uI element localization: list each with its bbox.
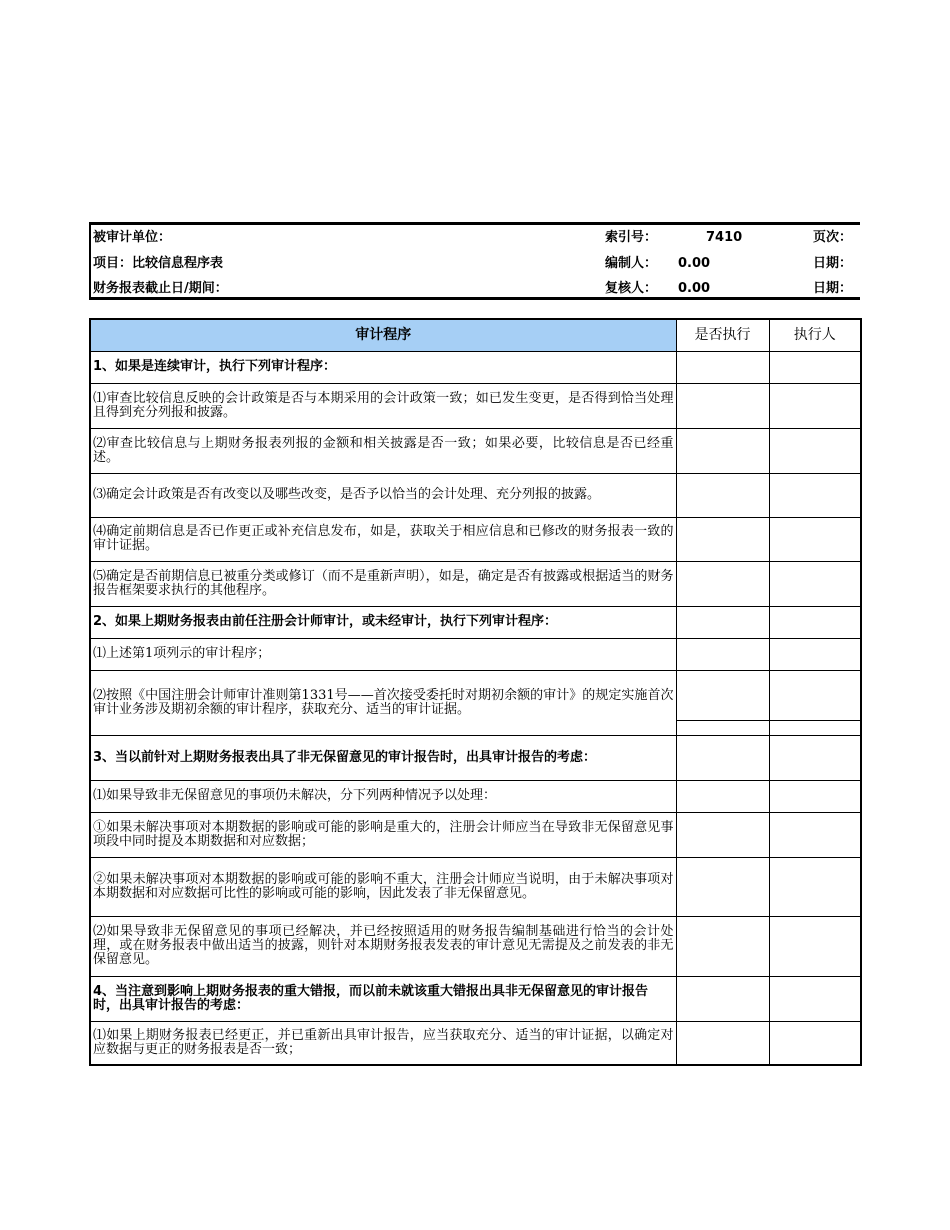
executor-cell[interactable]: [769, 638, 861, 670]
index-value: 7410: [706, 230, 743, 245]
executed-cell[interactable]: [676, 976, 769, 1021]
procedure-text: ⑴如果上期财务报表已经更正，并已重新出具审计报告，应当获取充分、适当的审计证据，以确定对应数据与更正的财务报表是否一致；: [90, 1021, 676, 1065]
procedure-text: ⑴上述第1项列示的审计程序；: [90, 638, 676, 670]
table-row: [90, 735, 861, 780]
table-row: [90, 812, 861, 857]
executed-cell[interactable]: [676, 670, 769, 735]
executed-cell[interactable]: [676, 517, 769, 561]
table-row: [90, 383, 861, 428]
table-row: [90, 351, 861, 383]
table-row: [90, 638, 861, 670]
executor-cell[interactable]: [769, 383, 861, 428]
table-row: [90, 916, 861, 976]
executor-cell[interactable]: [769, 916, 861, 976]
table-row: [90, 857, 861, 916]
executor-cell[interactable]: [769, 517, 861, 561]
executor-cell[interactable]: [769, 428, 861, 473]
header-row-2: [91, 251, 860, 276]
executed-cell[interactable]: [676, 383, 769, 428]
header-row-1: [91, 225, 860, 250]
column-header-executed: 是否执行: [676, 319, 769, 351]
header-row-3: [91, 276, 860, 301]
date-label-2: 日期：: [813, 281, 853, 296]
procedure-text: ⑸确定是否前期信息已被重分类或修订（而不是重新声明），如是，确定是否有披露或根据适当的财务报告框架要求执行的其他程序。: [90, 561, 676, 606]
reviewer-label: 复核人：: [605, 281, 658, 296]
procedure-text: ⑴如果导致非无保留意见的事项仍未解决，分下列两种情况予以处理：: [90, 780, 676, 812]
table-row: [90, 517, 861, 561]
executed-cell[interactable]: [676, 638, 769, 670]
preparer-label: 编制人：: [605, 256, 658, 271]
procedure-text: ①如果未解决事项对本期数据的影响或可能的影响是重大的，注册会计师应当在导致非无保留意见事项段中同时提及本期数据和对应数据；: [90, 812, 676, 857]
page-label: 页次：: [813, 230, 853, 245]
procedure-text: ⑴审查比较信息反映的会计政策是否与本期采用的会计政策一致；如已发生变更，是否得到恰当处理且得到充分列报和披露。: [90, 383, 676, 428]
period-label: 财务报表截止日/期间：: [93, 281, 228, 296]
executor-cell[interactable]: [769, 735, 861, 780]
reviewer-value: 0.00: [678, 281, 711, 296]
table-row: [90, 780, 861, 812]
procedure-text: ⑷确定前期信息是否已作更正或补充信息发布，如是，获取关于相应信息和已修改的财务报表一致的审计证据。: [90, 517, 676, 561]
audit-procedure-table: [89, 318, 862, 1066]
executed-cell[interactable]: [676, 916, 769, 976]
executor-cell[interactable]: [769, 473, 861, 517]
table-row: [90, 1021, 861, 1065]
table-row: [90, 606, 861, 638]
table-header-row: [90, 319, 861, 351]
executed-cell[interactable]: [676, 606, 769, 638]
procedure-text: ⑶确定会计政策是否有改变以及哪些改变，是否予以恰当的会计处理、充分列报的披露。: [90, 473, 676, 517]
procedure-text: 3、当以前针对上期财务报表出具了非无保留意见的审计报告时，出具审计报告的考虑：: [90, 735, 676, 780]
executed-cell[interactable]: [676, 812, 769, 857]
executed-cell[interactable]: [676, 857, 769, 916]
audited-unit-label: 被审计单位：: [93, 230, 172, 245]
executed-cell[interactable]: [676, 1021, 769, 1065]
executed-subcell-divider: [677, 684, 769, 721]
executed-cell[interactable]: [676, 428, 769, 473]
executor-cell[interactable]: [769, 857, 861, 916]
document-header: [89, 222, 860, 300]
executor-cell[interactable]: [769, 812, 861, 857]
index-label: 索引号：: [605, 230, 658, 245]
procedure-text: ⑵按照《中国注册会计师审计准则第1331号——首次接受委托时对期初余额的审计》的规定实施首次审计业务涉及期初余额的审计程序，获取充分、适当的审计证据。: [90, 670, 676, 735]
executed-cell[interactable]: [676, 473, 769, 517]
executed-cell[interactable]: [676, 351, 769, 383]
executed-cell[interactable]: [676, 780, 769, 812]
table-row: [90, 428, 861, 473]
executed-cell[interactable]: [676, 561, 769, 606]
date-label-1: 日期：: [813, 256, 853, 271]
procedure-text: 1、如果是连续审计，执行下列审计程序：: [90, 351, 676, 383]
table-row: [90, 976, 861, 1021]
executor-cell[interactable]: [769, 670, 861, 735]
procedure-text: ⑵审查比较信息与上期财务报表列报的金额和相关披露是否一致；如果必要，比较信息是否已经重述。: [90, 428, 676, 473]
executor-cell[interactable]: [769, 976, 861, 1021]
procedure-text: ②如果未解决事项对本期数据的影响或可能的影响不重大，注册会计师应当说明，由于未解决事项对本期数据和对应数据可比性的影响或可能的影响，因此发表了非无保留意见。: [90, 857, 676, 916]
executor-cell[interactable]: [769, 1021, 861, 1065]
executor-cell[interactable]: [769, 780, 861, 812]
executor-cell[interactable]: [769, 606, 861, 638]
preparer-value: 0.00: [678, 256, 711, 271]
executor-cell[interactable]: [769, 561, 861, 606]
executor-cell[interactable]: [769, 351, 861, 383]
column-header-executor: 执行人: [769, 319, 861, 351]
executor-subcell-divider: [770, 684, 861, 721]
procedure-text: 2、如果上期财务报表由前任注册会计师审计，或未经审计，执行下列审计程序：: [90, 606, 676, 638]
executed-cell[interactable]: [676, 735, 769, 780]
column-header-procedure: 审计程序: [90, 319, 676, 351]
procedure-text: ⑵如果导致非无保留意见的事项已经解决，并已经按照适用的财务报告编制基础进行恰当的会计处理，或在财务报表中做出适当的披露，则针对本期财务报表发表的审计意见无需提及之前发表的非无保留意见。: [90, 916, 676, 976]
project-label: 项目：比较信息程序表: [93, 256, 224, 271]
table-row: [90, 561, 861, 606]
table-row: [90, 670, 861, 735]
table-row: [90, 473, 861, 517]
procedure-text: 4、当注意到影响上期财务报表的重大错报，而以前未就该重大错报出具非无保留意见的审计报告时，出具审计报告的考虑：: [90, 976, 676, 1021]
